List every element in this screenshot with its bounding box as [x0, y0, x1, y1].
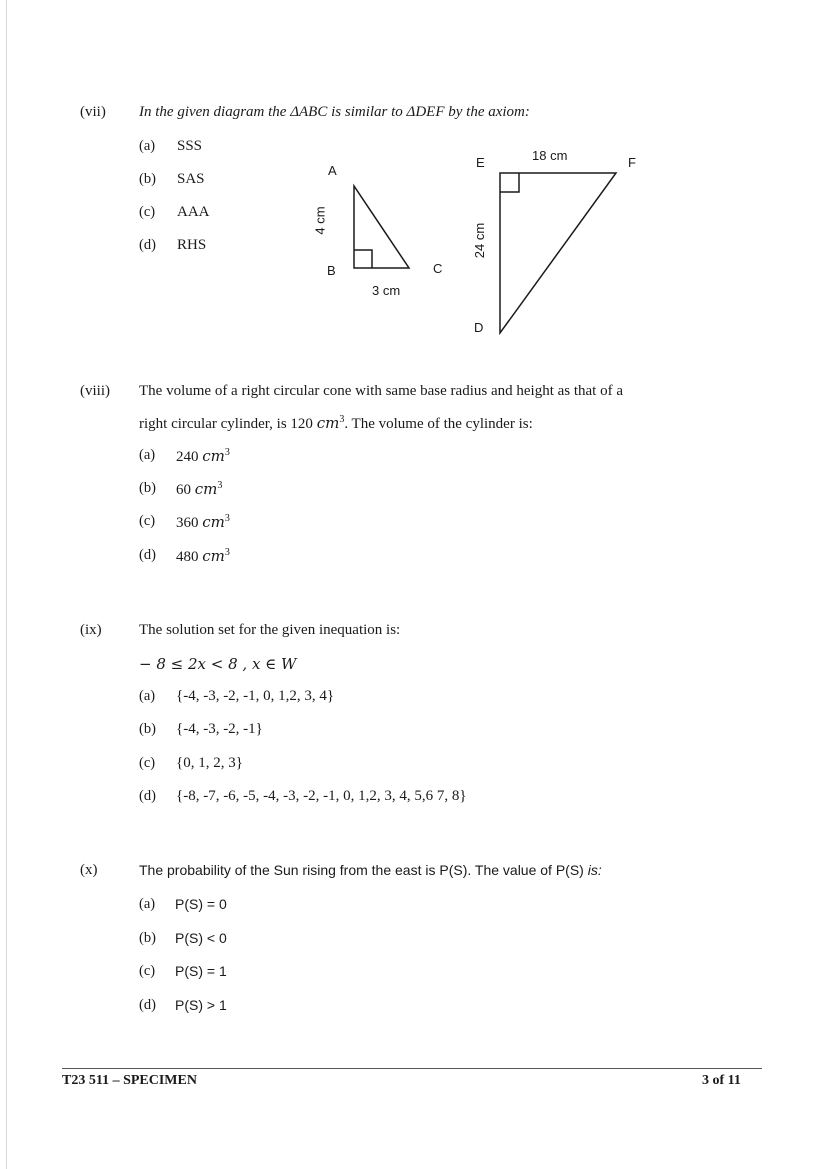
unit: cm — [202, 547, 225, 565]
option-value: 480 — [176, 549, 199, 565]
unit: cm — [202, 447, 225, 465]
unit: cm — [316, 414, 340, 432]
question-text-line1: The volume of a right circular cone with same base radius and height as that of a — [139, 383, 623, 399]
vertex-label-c: C — [433, 261, 443, 276]
unit-exponent: 3 — [217, 480, 223, 491]
unit-exponent: 3 — [224, 547, 230, 558]
option-text: P(S) = 1 — [175, 963, 227, 979]
option-text — [176, 547, 230, 566]
option-value: 240 — [176, 449, 199, 465]
option-value: 60 — [176, 482, 191, 498]
right-angle-mark-b — [354, 250, 372, 268]
option-text — [176, 513, 230, 532]
question-text-line2-post: . The volume of the cylinder is: — [344, 416, 533, 432]
triangle-def — [500, 173, 616, 333]
option-letter: (b) — [139, 480, 156, 496]
question-number: (ix) — [80, 622, 102, 638]
option-letter: (d) — [139, 237, 156, 253]
option-letter: (b) — [139, 930, 156, 946]
option-text: SAS — [177, 171, 205, 187]
side-label-bc: 3 cm — [372, 283, 401, 298]
question-text: In the given diagram the ΔABC is similar to ΔDEF by the axiom: — [139, 104, 530, 120]
inequation: − 8 ≤ 2x < 8 , x ∈ W — [139, 655, 297, 673]
side-label-ef: 18 cm — [532, 148, 568, 163]
vertex-label-a: A — [328, 163, 337, 178]
option-letter: (c) — [139, 963, 156, 979]
question-text-line2-pre: right circular cylinder, is 120 — [139, 416, 317, 432]
question-number: (vii) — [80, 104, 106, 120]
option-text: P(S) < 0 — [175, 930, 227, 946]
option-letter: (a) — [139, 447, 156, 463]
unit: cm — [194, 480, 218, 498]
question-text: The solution set for the given inequation is: — [139, 622, 401, 638]
option-text — [176, 447, 230, 466]
footer-rule — [62, 1068, 762, 1069]
option-text: SSS — [177, 138, 203, 154]
footer-paper-code: T23 511 – SPECIMEN — [62, 1073, 197, 1088]
question-text-italic: is: — [587, 862, 602, 878]
option-letter: (d) — [139, 547, 156, 563]
side-label-de: 24 cm — [472, 222, 488, 259]
unit-exponent: 3 — [224, 513, 230, 524]
option-letter: (b) — [139, 171, 156, 187]
vertex-label-f: F — [628, 155, 636, 170]
option-text: {-4, -3, -2, -1} — [176, 721, 263, 737]
option-text: P(S) > 1 — [175, 997, 227, 1013]
vertex-label-e: E — [476, 155, 485, 170]
vertex-label-d: D — [474, 320, 484, 335]
question-number: (viii) — [80, 383, 110, 399]
question-text — [139, 862, 602, 878]
option-text: AAA — [177, 204, 210, 220]
right-angle-mark-e — [500, 173, 519, 192]
option-text: {-4, -3, -2, -1, 0, 1,2, 3, 4} — [176, 688, 335, 704]
option-letter: (a) — [139, 688, 156, 704]
question-text-main: The probability of the Sun rising from the east is P(S). The value of P(S) — [139, 862, 588, 878]
unit-exponent: 3 — [339, 414, 345, 425]
triangle-abc-outline — [354, 186, 409, 268]
option-letter: (a) — [139, 896, 156, 912]
option-letter: (c) — [139, 755, 156, 771]
option-text: RHS — [177, 237, 207, 253]
option-letter: (c) — [139, 204, 156, 220]
footer-page-number: 3 of 11 — [702, 1073, 741, 1088]
question-text-line2 — [139, 414, 533, 433]
option-text: P(S) = 0 — [175, 896, 227, 912]
option-letter: (d) — [139, 997, 156, 1013]
option-text: {0, 1, 2, 3} — [176, 755, 243, 771]
unit: cm — [202, 513, 225, 531]
option-value: 360 — [176, 515, 199, 531]
option-text — [176, 480, 222, 499]
side-label-ab: 4 cm — [312, 206, 328, 235]
option-letter: (a) — [139, 138, 156, 154]
vertex-label-b: B — [327, 263, 336, 278]
option-letter: (d) — [139, 788, 156, 804]
unit-exponent: 3 — [224, 447, 230, 458]
option-text: {-8, -7, -6, -5, -4, -3, -2, -1, 0, 1,2, 3, 4, 5,6 7, 8} — [176, 788, 467, 804]
question-number: (x) — [80, 862, 98, 878]
triangle-abc — [354, 186, 409, 268]
option-letter: (b) — [139, 721, 156, 737]
triangle-def-outline — [500, 173, 616, 333]
option-letter: (c) — [139, 513, 156, 529]
